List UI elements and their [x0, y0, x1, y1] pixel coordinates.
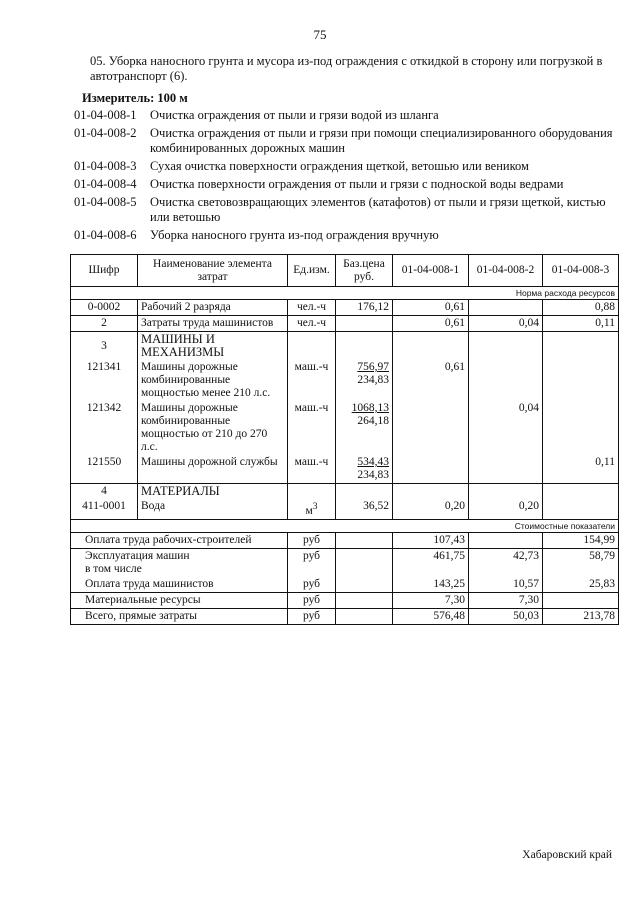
- row-value-3: 0,11: [543, 455, 619, 484]
- summary-unit: руб: [288, 532, 336, 548]
- row-value-2: 0,04: [469, 401, 543, 455]
- summary-value-1: 461,75: [393, 548, 469, 577]
- summary-row: [71, 577, 619, 593]
- table-row: [71, 332, 619, 361]
- code-desc: Очистка ограждения от пыли и грязи водой из шланга: [150, 108, 439, 122]
- row-value-2: 0,04: [469, 316, 543, 332]
- row-unit: [288, 332, 336, 361]
- row-price: [336, 484, 393, 500]
- row-price: [336, 316, 393, 332]
- row-price: [336, 455, 393, 484]
- row-value-1: 0,61: [393, 316, 469, 332]
- row-code: 2: [71, 316, 138, 332]
- summary-value-3: 154,99: [543, 532, 619, 548]
- row-code: 121550: [71, 455, 138, 484]
- table-row: [71, 300, 619, 316]
- table-row: [71, 455, 619, 484]
- row-code: 0-0002: [71, 300, 138, 316]
- table-row: [71, 499, 619, 519]
- header-code: Шифр: [71, 255, 138, 287]
- row-price: [336, 401, 393, 455]
- summary-unit: руб: [288, 577, 336, 593]
- price-top: 756,97: [357, 361, 389, 373]
- price-top: 1068,13: [351, 402, 389, 414]
- price-bottom: 264,18: [357, 415, 389, 427]
- code-desc: Очистка ограждения от пыли и грязи при помощи специализированного оборудования комбинированных дорожных машин: [150, 126, 613, 155]
- table-row: [71, 484, 619, 500]
- code-id: 01-04-008-5: [74, 195, 137, 209]
- summary-label: Материальные ресурсы: [71, 592, 288, 608]
- summary-price: [336, 592, 393, 608]
- row-value-1: [393, 401, 469, 455]
- summary-label: Оплата труда машинистов: [71, 577, 288, 593]
- summary-value-1: 143,25: [393, 577, 469, 593]
- table-row: [71, 401, 619, 455]
- row-name: Машины дорожные комбинированные мощностью от 210 до 270 л.с.: [138, 401, 288, 455]
- cost-caption: Стоимостные показатели: [71, 519, 619, 532]
- footer-region: Хабаровский край: [522, 849, 612, 861]
- row-price: 36,52: [336, 499, 393, 519]
- row-value-3: [543, 332, 619, 361]
- summary-price: [336, 608, 393, 624]
- summary-price: [336, 548, 393, 577]
- price-bottom: 234,83: [357, 469, 389, 481]
- summary-row: [71, 592, 619, 608]
- code-item: [74, 159, 614, 174]
- summary-label-sub: в том числе: [85, 562, 142, 575]
- row-code: 121341: [71, 360, 138, 401]
- group-title: МАШИНЫ И МЕХАНИЗМЫ: [138, 332, 288, 361]
- norm-caption: Норма расхода ресурсов: [71, 287, 619, 300]
- summary-value-2: 50,03: [469, 608, 543, 624]
- norm-caption-row: [71, 287, 619, 300]
- row-unit: чел.-ч: [288, 316, 336, 332]
- row-value-3: [543, 360, 619, 401]
- summary-value-1: 576,48: [393, 608, 469, 624]
- row-code: 121342: [71, 401, 138, 455]
- row-value-2: [469, 455, 543, 484]
- summary-row: [71, 532, 619, 548]
- row-value-2: 0,20: [469, 499, 543, 519]
- code-item: [74, 195, 614, 225]
- row-unit: маш.-ч: [288, 455, 336, 484]
- table-header-row: [71, 255, 619, 287]
- row-name: Машины дорожной службы: [138, 455, 288, 484]
- row-value-3: 0,11: [543, 316, 619, 332]
- row-value-3: 0,88: [543, 300, 619, 316]
- row-name: Затраты труда машинистов: [138, 316, 288, 332]
- code-item: [74, 108, 614, 123]
- summary-unit: руб: [288, 608, 336, 624]
- summary-label-main: Эксплуатация машин: [85, 549, 190, 562]
- measure-unit: Измеритель: 100 м: [82, 91, 188, 105]
- row-code: 3: [71, 332, 138, 361]
- row-value-3: [543, 401, 619, 455]
- row-unit: [288, 484, 336, 500]
- code-desc: Очистка поверхности ограждения от пыли и грязи с подноской воды ведрами: [150, 177, 564, 191]
- header-col-3: 01-04-008-3: [543, 255, 619, 287]
- summary-value-1: 7,30: [393, 592, 469, 608]
- summary-value-3: 213,78: [543, 608, 619, 624]
- unit-text: м: [305, 504, 313, 517]
- summary-row: [71, 608, 619, 624]
- row-price: [336, 360, 393, 401]
- row-value-1: [393, 455, 469, 484]
- row-unit: чел.-ч: [288, 300, 336, 316]
- summary-value-2: [469, 532, 543, 548]
- summary-label: Оплата труда рабочих-строителей: [71, 532, 288, 548]
- header-col-1: 01-04-008-1: [393, 255, 469, 287]
- summary-price: [336, 577, 393, 593]
- row-price: 176,12: [336, 300, 393, 316]
- code-id: 01-04-008-3: [74, 159, 137, 173]
- code-item: [74, 126, 614, 156]
- code-item: [74, 228, 614, 243]
- code-id: 01-04-008-1: [74, 108, 137, 122]
- summary-unit: руб: [288, 592, 336, 608]
- row-name: Вода: [138, 499, 288, 519]
- row-unit: маш.-ч: [288, 401, 336, 455]
- row-value-3: [543, 484, 619, 500]
- summary-row: [71, 548, 619, 577]
- summary-value-2: 10,57: [469, 577, 543, 593]
- row-code: 411-0001: [71, 499, 138, 519]
- code-desc: Сухая очистка поверхности ограждения щеткой, ветошью или веником: [150, 159, 529, 173]
- row-value-1: 0,20: [393, 499, 469, 519]
- code-desc: Очистка световозвращающих элементов (катафотов) от пыли и грязи щеткой, кистью или ветошью: [150, 195, 606, 224]
- row-unit: [288, 499, 336, 519]
- cost-caption-row: [71, 519, 619, 532]
- code-list: [74, 108, 614, 246]
- resource-table: [70, 254, 619, 625]
- row-name: Машины дорожные комбинированные мощностью менее 210 л.с.: [138, 360, 288, 401]
- table-row: [71, 316, 619, 332]
- section-title: 05. Уборка наносного грунта и мусора из-под ограждения с откидкой в сторону или погрузкой в автотранспорт (6).: [90, 54, 603, 83]
- table-row: [71, 360, 619, 401]
- header-unit: Ед.изм.: [288, 255, 336, 287]
- row-value-2: [469, 300, 543, 316]
- row-code: 4: [71, 484, 138, 500]
- summary-unit: руб: [288, 548, 336, 577]
- summary-label: Всего, прямые затраты: [71, 608, 288, 624]
- header-name: Наименование элемента затрат: [138, 255, 288, 287]
- row-unit: маш.-ч: [288, 360, 336, 401]
- code-id: 01-04-008-4: [74, 177, 137, 191]
- header-col-2: 01-04-008-2: [469, 255, 543, 287]
- row-name: Рабочий 2 разряда: [138, 300, 288, 316]
- summary-value-2: 42,73: [469, 548, 543, 577]
- row-price: [336, 332, 393, 361]
- row-value-1: 0,61: [393, 360, 469, 401]
- row-value-1: 0,61: [393, 300, 469, 316]
- row-value-3: [543, 499, 619, 519]
- page-number: 75: [313, 27, 327, 42]
- group-title: МАТЕРИАЛЫ: [138, 484, 288, 500]
- unit-superscript: 3: [312, 501, 318, 512]
- code-id: 01-04-008-2: [74, 126, 137, 140]
- summary-value-3: 58,79: [543, 548, 619, 577]
- summary-value-2: 7,30: [469, 592, 543, 608]
- row-value-1: [393, 484, 469, 500]
- row-value-2: [469, 332, 543, 361]
- code-id: 01-04-008-6: [74, 228, 137, 242]
- price-bottom: 234,83: [357, 374, 389, 386]
- code-desc: Уборка наносного грунта из-под ограждения вручную: [150, 228, 439, 242]
- price-top: 534,43: [357, 456, 389, 468]
- row-value-2: [469, 360, 543, 401]
- row-value-1: [393, 332, 469, 361]
- summary-label: [71, 548, 288, 577]
- row-value-2: [469, 484, 543, 500]
- summary-value-3: 25,83: [543, 577, 619, 593]
- summary-value-3: [543, 592, 619, 608]
- code-item: [74, 177, 614, 192]
- summary-value-1: 107,43: [393, 532, 469, 548]
- header-price: Баз.цена руб.: [336, 255, 393, 287]
- summary-price: [336, 532, 393, 548]
